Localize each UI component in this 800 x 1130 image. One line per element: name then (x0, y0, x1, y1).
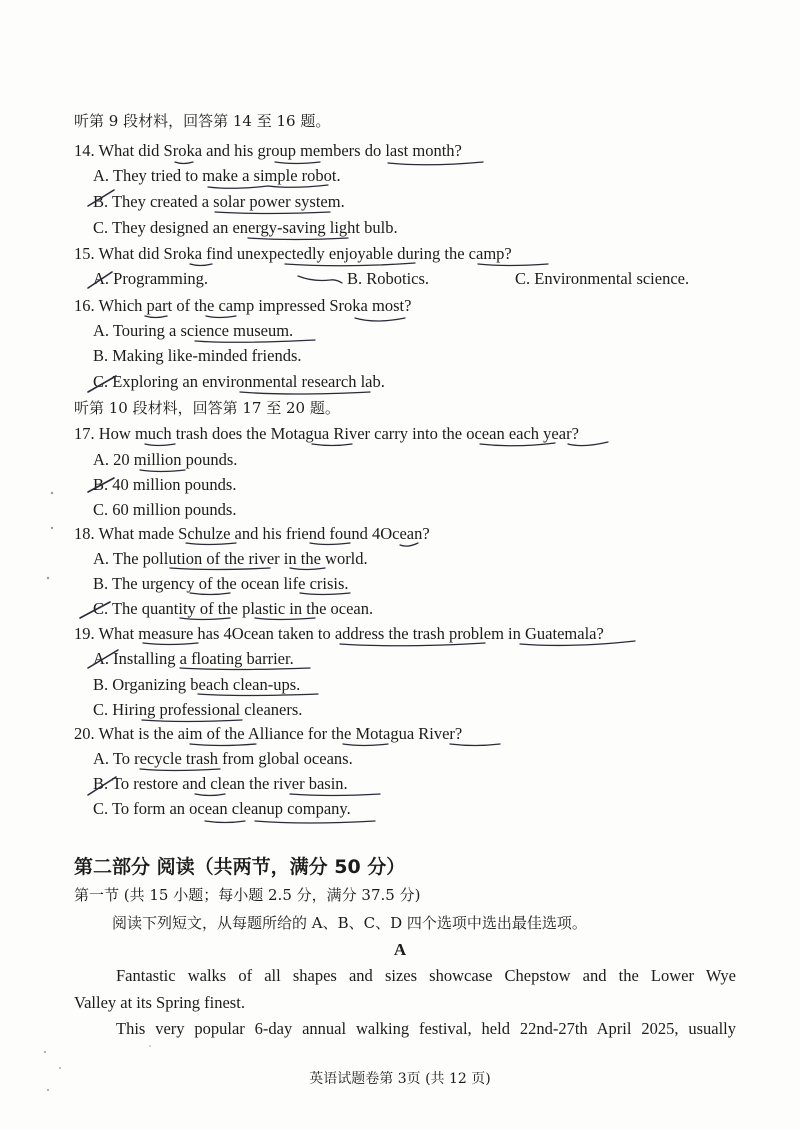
question-15: 15. What did Sroka find unexpectedly enjoyable during the camp? (74, 244, 512, 263)
q16-option-a: A. Touring a science museum. (93, 321, 294, 340)
q15-option-c: C. Environmental science. (515, 269, 690, 288)
listening-instruction-10: 听第 10 段材料，回答第 17 至 20 题。 (74, 399, 340, 417)
paragraph-2-line-1: This very popular 6-day annual walking festival, held 22nd-27th April 2025, usually (116, 1019, 736, 1038)
q15-option-a: A. Programming. (93, 269, 209, 288)
q14-option-c: C. They designed an energy-saving light bulb. (93, 218, 398, 237)
q16-option-b: B. Making like-minded friends. (93, 346, 302, 365)
question-14: 14. What did Sroka and his group members do last month? (74, 141, 462, 160)
question-18: 18. What made Schulze and his friend found 4Ocean? (74, 524, 430, 543)
q14-option-a: A. They tried to make a simple robot. (93, 166, 341, 185)
q14-option-b: B. They created a solar power system. (93, 192, 345, 211)
q20-option-b: B. To restore and clean the river basin. (93, 774, 348, 793)
q17-option-a: A. 20 million pounds. (93, 450, 238, 469)
page-footer: 英语试题卷第 3页 (共 12 页) (309, 1071, 491, 1087)
passage-paragraph-1 (74, 962, 736, 1016)
pen-underline (275, 162, 320, 164)
listening-instruction-9: 听第 9 段材料，回答第 14 至 16 题。 (74, 112, 331, 130)
question-20: 20. What is the aim of the Alliance for the Motagua River? (74, 724, 463, 743)
q19-option-a: A. Installing a floating barrier. (93, 649, 294, 668)
question-17: 17. How much trash does the Motagua River carry into the ocean each year? (74, 424, 579, 443)
pen-underline (355, 318, 405, 321)
q16-option-c: C. Exploring an environmental research lab. (93, 372, 385, 391)
q18-option-c: C. The quantity of the plastic in the ocean. (93, 599, 374, 618)
question-16: 16. Which part of the camp impressed Sroka most? (74, 296, 412, 315)
pen-underline (175, 162, 193, 164)
q20-option-a: A. To recycle trash from global oceans. (93, 749, 353, 768)
q17-option-c: C. 60 million pounds. (93, 500, 237, 519)
q18-option-a: A. The pollution of the river in the world. (93, 549, 368, 568)
reading-directions: 阅读下列短文，从每题所给的 A、B、C、D 四个选项中选出最佳选项。 (112, 914, 587, 932)
pen-underline (255, 821, 375, 823)
pen-flourish (298, 276, 342, 283)
passage-paragraph-2 (74, 1015, 736, 1042)
q20-option-c: C. To form an ocean cleanup company. (93, 799, 351, 818)
q19-option-c: C. Hiring professional cleaners. (93, 700, 303, 719)
paragraph-1-line-2: Valley at its Spring finest. (74, 993, 245, 1012)
q19-option-b: B. Organizing beach clean-ups. (93, 675, 301, 694)
question-19: 19. What measure has 4Ocean taken to address the trash problem in Guatemala? (74, 624, 604, 643)
q18-option-b: B. The urgency of the ocean life crisis. (93, 574, 349, 593)
section-subheading: 第一节 (共 15 小题；每小题 2.5 分，满分 37.5 分) (74, 886, 421, 904)
section-heading: 第二部分 阅读（共两节，满分 50 分） (74, 856, 406, 878)
q15-option-b: B. Robotics. (347, 269, 430, 288)
q17-option-b: B. 40 million pounds. (93, 475, 237, 494)
pen-underline (205, 821, 245, 823)
paragraph-1-line-1: Fantastic walks of all shapes and sizes showcase Chepstow and the Lower Wye (116, 966, 736, 985)
pen-underline (388, 162, 483, 165)
passage-letter: A (393, 940, 407, 959)
